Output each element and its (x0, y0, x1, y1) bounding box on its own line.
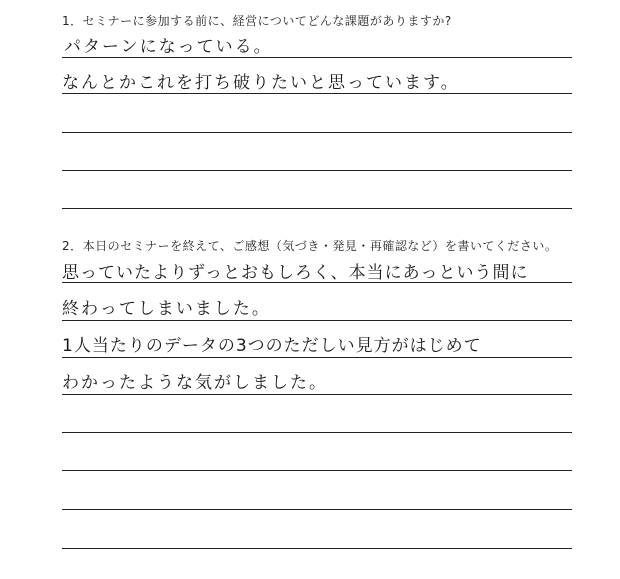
answer-1-line-1: パターンになっている。 (64, 37, 273, 57)
answer-1-rule-5 (62, 208, 572, 209)
question-2: 2．本日のセミナーを終えて、ご感想（気づき・発見・再確認など）を書いてください。 (62, 239, 558, 253)
answer-2-line-3: 1人当たりのデータの3つのただしい見方がはじめて (62, 336, 482, 356)
answer-2-line-1: 思っていたよりずっとおもしろく、本当にあっという間に (62, 263, 529, 283)
answer-2-rule-1 (62, 282, 572, 283)
answer-2-rule-4 (62, 394, 572, 395)
answer-1-rule-3 (62, 132, 572, 133)
answer-1-rule-4 (62, 170, 572, 171)
answer-2-rule-6 (62, 470, 572, 471)
answer-2-rule-5 (62, 432, 572, 433)
answer-2-line-4: わかったような気がしました。 (62, 373, 328, 393)
answer-1-line-2: なんとかこれを打ち破りたいと思っています。 (62, 73, 460, 93)
answer-2-rule-3 (62, 357, 572, 358)
answer-1-rule-1 (62, 57, 572, 58)
answer-2-rule-8 (62, 548, 572, 549)
answer-1-rule-2 (62, 93, 572, 94)
answer-2-rule-2 (62, 320, 572, 321)
answer-2-rule-7 (62, 509, 572, 510)
question-1: 1．セミナーに参加する前に、経営についてどんな課題がありますか? (62, 14, 452, 28)
answer-2-line-2: 終わってしまいました。 (62, 299, 271, 319)
